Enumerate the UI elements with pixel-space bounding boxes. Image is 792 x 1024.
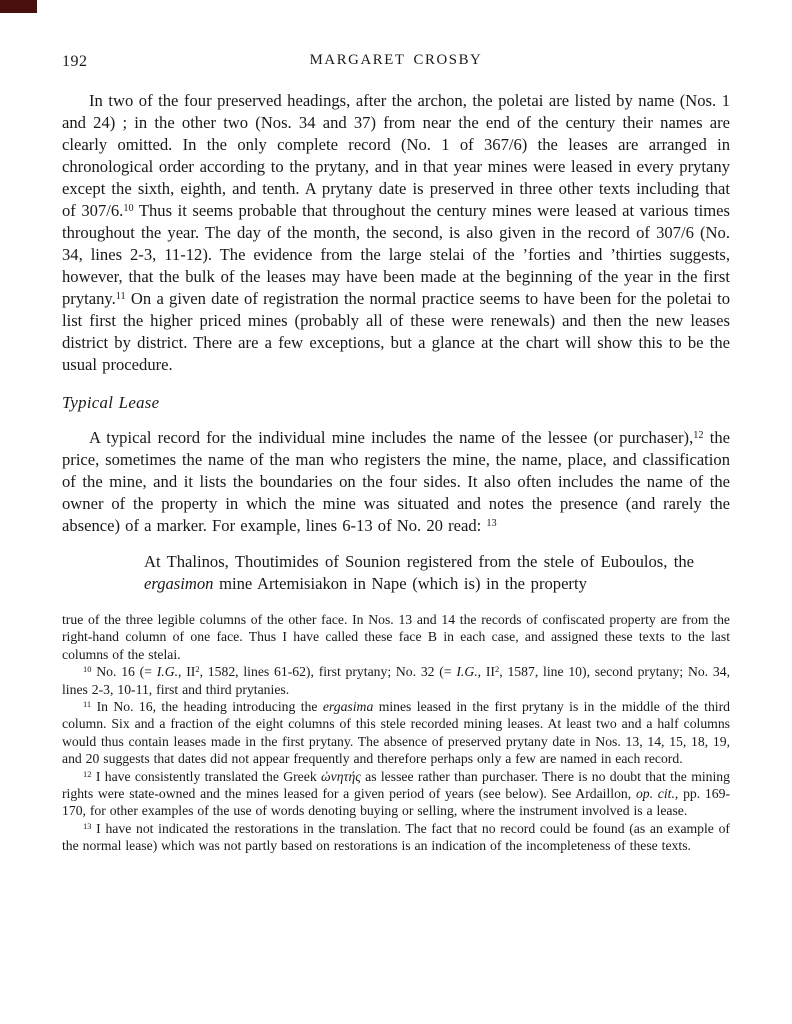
scan-artifact (0, 0, 37, 13)
body-text-block (62, 90, 730, 855)
text-run: , II (477, 664, 495, 680)
text-run: I have not indicated the restorations in the translation. The fact that no record could be found (as an example of the normal lease) which was not partly based on restorations is an indication of the incompleteness of these texts. (62, 820, 730, 854)
text-run: as lessee rather than purchaser. There is no doubt that the mining rights were state-owned and the mines leased for a given period of years (see below). See Ardaillon, (62, 768, 730, 802)
text-run: No. 16 (= (91, 664, 157, 680)
text-run: mine Artemisiakon in Nape (which is) in the property (213, 574, 587, 593)
text-run: In two of the four preserved headings, after the archon, the poletai are listed by name (Nos. 1 and 24) ; in the other two (Nos. 34 and 37) from near the end of the century their names are clearly omitted. In the only complete record (No. 1 of 367/6) the leases are arranged in chronological order according to the prytany, and in that year mines were leased in every prytany except the sixth, eighth, and tenth. A prytany date is preserved in three other texts including that of 307/6. (62, 91, 730, 220)
footnote-reference: 12 (693, 430, 704, 442)
text-run: At Thalinos, Thoutimides of Sounion registered from the stele of Euboulos, the (144, 552, 694, 571)
paragraph (62, 427, 730, 537)
italic-text: Typical Lease (62, 393, 160, 412)
paragraph (62, 90, 730, 376)
italic-text: I.G. (156, 664, 179, 680)
text-run: mines leased in the first prytany is in the middle of the third column. Six and a fraction of the eight columns of this stele recorded mining leases. At least two and a half columns would thus contain leases made in the first prytany. The absence of preserved prytany date in Nos. 13, 14, 15, 18, 19, and 20 suggests that dates did not appear frequently and therefore perhaps only a few are named in each record. (62, 699, 730, 767)
italic-text: ὠνητής (321, 768, 361, 784)
block-quote (144, 551, 694, 595)
text-run: , II (178, 664, 196, 680)
text-run: , 1587, line 10), second prytany; No. 34, lines 2-3, 10-11, first and third prytanies. (62, 664, 730, 697)
footnote (62, 611, 730, 663)
text-run: , pp. 169-170, for other examples of the use of words denoting buying or selling, where the instrument involved is a lease. (62, 786, 731, 819)
text-run: , 1582, lines 61-62), first prytany; No. 32 (= (199, 664, 457, 680)
text-run: I have consistently translated the Greek (91, 768, 322, 784)
footnote (62, 820, 730, 855)
text-run: On a given date of registration the normal practice seems to have been for the poletai to list first the higher priced mines (probably all of these were renewals) and then the new leases district by district. There are a few exceptions, but a glance at the chart will show this to be the usual procedure. (62, 289, 730, 374)
footnote-reference: 10 (123, 203, 134, 215)
footnote (62, 663, 730, 698)
text-run: true of the three legible columns of the other face. In Nos. 13 and 14 the records of confiscated property are from the right-hand column of one face. Thus I have called these face B in each case, and assigned these texts to the last columns of the stelai. (62, 612, 730, 662)
footnote-reference: 12 (83, 768, 92, 779)
footnote-reference: 13 (486, 518, 497, 530)
italic-text: ergasima (322, 699, 374, 715)
page-header (62, 52, 730, 72)
section-heading (62, 392, 730, 414)
footnotes-block (62, 611, 730, 855)
italic-text: ergasimon (144, 574, 214, 593)
italic-text: op. cit. (635, 786, 675, 802)
text-run: In No. 16, the heading introducing the (91, 699, 323, 715)
footnote-reference: 11 (115, 291, 126, 303)
footnote-reference: 11 (83, 699, 92, 710)
page-number: 192 (62, 53, 88, 70)
italic-text: I.G. (456, 664, 478, 680)
running-head: MARGARET CROSBY (309, 52, 483, 68)
footnote-reference: 2 (195, 664, 200, 675)
footnote (62, 768, 730, 820)
footnote (62, 698, 730, 768)
footnote-reference: 2 (495, 664, 500, 675)
text-run: A typical record for the individual mine includes the name of the lessee (or purchaser), (89, 428, 694, 447)
footnote-reference: 13 (83, 821, 92, 832)
footnote-reference: 10 (83, 664, 92, 675)
body-paragraphs (62, 90, 730, 595)
text-run: the price, sometimes the name of the man who registers the mine, the name, place, and classification of the mine, and it lists the boundaries on the four sides. It also often includes the name of the owner of the property in which the mine was situated and notes the presence (and rarely the absence) of a marker. For example, lines 6-13 of No. 20 read: (62, 428, 731, 535)
text-run: Thus it seems probable that throughout the century mines were leased at various times throughout the year. The day of the month, the second, is also given in the record of 307/6 (No. 34, lines 2-3, 11-12). The evidence from the large stelai of the ’forties and ’thirties suggests, however, that the bulk of the leases may have been made at the beginning of the year in the first prytany. (62, 201, 730, 308)
